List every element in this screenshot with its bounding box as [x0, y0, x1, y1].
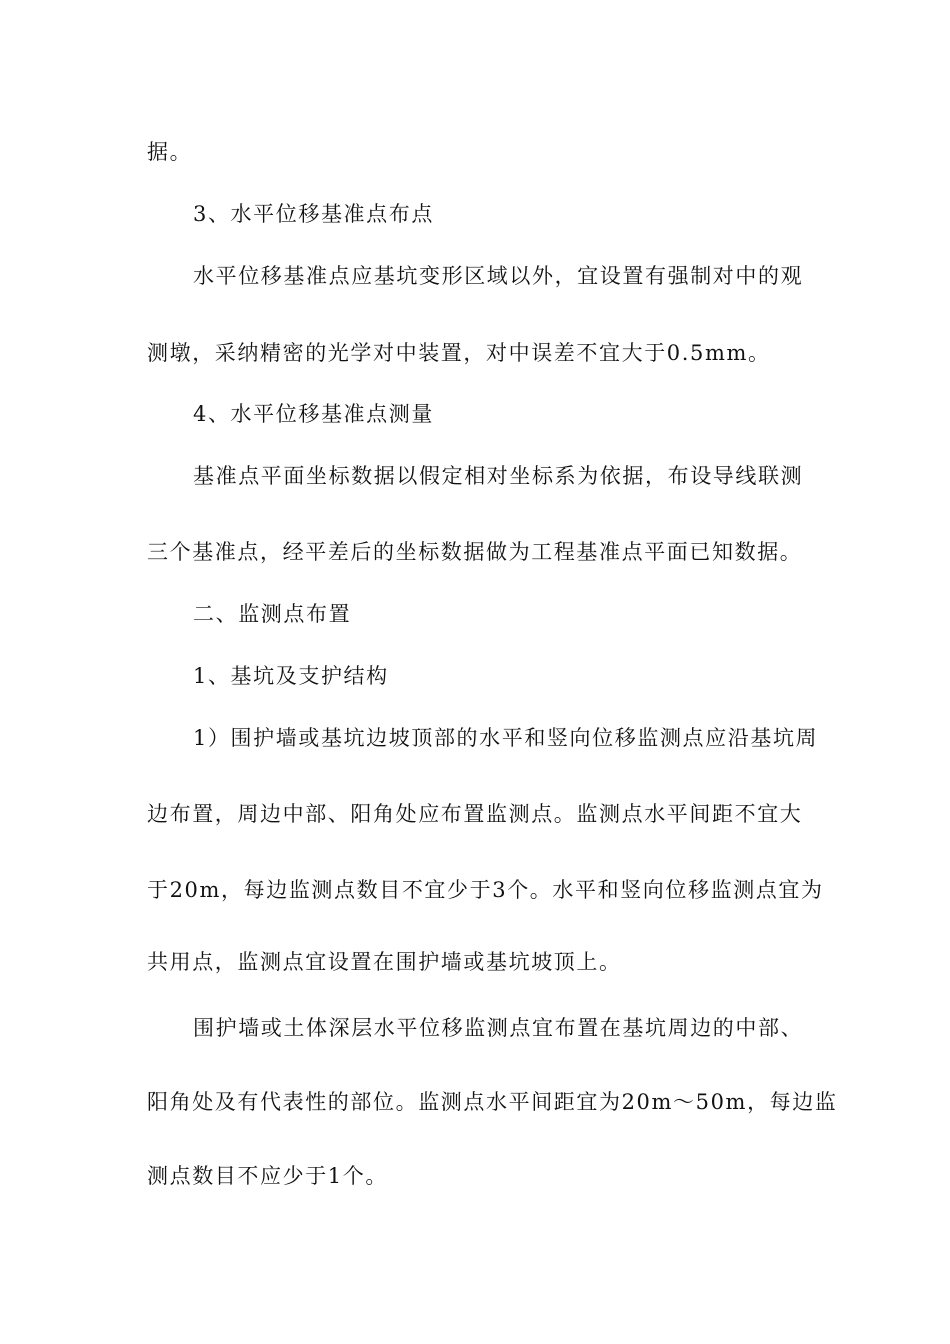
paragraph-line: 基准点平面坐标数据以假定相对坐标系为依据，布设导线联测 — [193, 464, 804, 488]
paragraph-line: 于20m，每边监测点数目不宜少于3个。水平和竖向位移监测点宜为 — [147, 878, 824, 902]
paragraph-line: 三个基准点，经平差后的坐标数据做为工程基准点平面已知数据。 — [147, 540, 803, 564]
paragraph-line: 水平位移基准点应基坑变形区域以外，宜设置有强制对中的观 — [193, 264, 804, 288]
section-heading: 二、监测点布置 — [193, 602, 352, 626]
paragraph-line: 共用点，监测点宜设置在围护墙或基坑坡顶上。 — [147, 950, 622, 974]
subheading-3: 3、水平位移基准点布点 — [193, 202, 434, 226]
paragraph-line: 阳角处及有代表性的部位。监测点水平间距宜为20m～50m，每边监 — [147, 1090, 838, 1114]
paragraph-line: 边布置，周边中部、阳角处应布置监测点。监测点水平间距不宜大 — [147, 802, 803, 826]
paragraph-line: 测墩，采纳精密的光学对中装置，对中误差不宜大于0.5mm。 — [147, 341, 771, 365]
paragraph-line: 1）围护墙或基坑边坡顶部的水平和竖向位移监测点应沿基坑周 — [193, 726, 819, 750]
subheading-1: 1、基坑及支护结构 — [193, 664, 389, 688]
subheading-4: 4、水平位移基准点测量 — [193, 402, 434, 426]
paragraph-continuation: 据。 — [147, 140, 193, 164]
paragraph-line: 围护墙或土体深层水平位移监测点宜布置在基坑周边的中部、 — [193, 1016, 804, 1040]
paragraph-line: 测点数目不应少于1个。 — [147, 1164, 388, 1188]
